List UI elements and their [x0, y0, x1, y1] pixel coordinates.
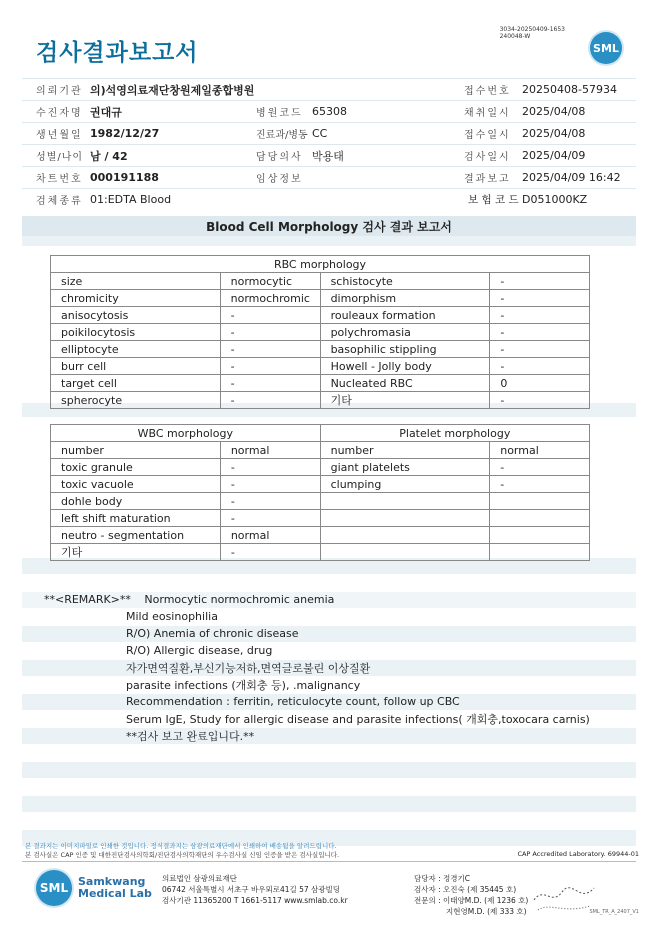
band: [22, 762, 636, 778]
print-notice: 본 결과지는 이미지파일로 인쇄한 것입니다. 정식결과지는 삼광의료재단에서 인쇄하여 배송됨을 알려드립니다.: [25, 842, 337, 850]
table-row: toxic granule - giant platelets -: [51, 459, 590, 476]
wbc-platelet-morphology-table: [50, 424, 590, 561]
report-title: Blood Cell Morphology 검사 결과 보고서: [22, 216, 636, 236]
info-row: 검체종류 01:EDTA Blood 보 험 코 드 D051000KZ: [36, 193, 588, 207]
remark-line: Recommendation : ferritin, reticulocyte count, follow up CBC: [126, 695, 460, 708]
table-row: dohle body -: [51, 493, 590, 510]
footer-address: 의료법인 삼광의료재단 06742 서울특별시 서초구 바우뫼로41길 57 삼광빌딩 검사기관 11365200 T 1661-5117 www.smlab.co.kr: [162, 874, 348, 905]
certification-notice: 본 검사실은 CAP 인증 및 대한진단검사의학회/진단검사의학재단의 우수검사실 신임 인증을 받은 검사실입니다.: [25, 851, 340, 859]
table-row: number normal number normal: [51, 442, 590, 459]
info-row: 성별/나이 남 / 42 담당의사 박용태 검사일시 2025/04/09: [22, 145, 636, 167]
remark-line: parasite infections (개회충 등), .malignancy: [126, 679, 361, 692]
remark-line: Serum IgE, Study for allergic disease and parasite infections( 개회충,toxocara carnis): [126, 713, 590, 726]
info-row: 의뢰기관 의)석영의료재단창원제일종합병원 접수번호 20250408-57934: [22, 78, 636, 101]
table-row: elliptocyte - basophilic stippling -: [51, 341, 590, 358]
table-row: target cell - Nucleated RBC 0: [51, 375, 590, 392]
table-row: poikilocytosis - polychromasia -: [51, 324, 590, 341]
footer-brand: Samkwang Medical Lab: [78, 875, 152, 900]
form-code: SML_TR_A_2407_V1: [589, 909, 639, 915]
table-row: left shift maturation -: [51, 510, 590, 527]
cap-accreditation: CAP Accredited Laboratory. 69944-01: [517, 850, 639, 858]
info-row: 생년월일 1982/12/27 진료과/병동 CC 접수일시 2025/04/08: [22, 123, 636, 145]
rbc-header: RBC morphology: [51, 256, 590, 273]
table-row: anisocytosis - rouleaux formation -: [51, 307, 590, 324]
table-row: burr cell - Howell - Jolly body -: [51, 358, 590, 375]
table-row: size normocytic schistocyte -: [51, 273, 590, 290]
table-row: 기타 -: [51, 544, 590, 561]
table-row: spherocyte - 기타 -: [51, 392, 590, 409]
wbc-header: WBC morphology: [51, 425, 321, 442]
remark-line: R/O) Anemia of chronic disease: [126, 627, 299, 640]
info-row: 차트번호 000191188 임상정보 결과보고 2025/04/09 16:42: [22, 167, 636, 189]
band: [22, 236, 636, 246]
sml-logo: SML: [36, 870, 72, 906]
table-row: chromicity normochromic dimorphism -: [51, 290, 590, 307]
remark-line: R/O) Allergic disease, drug: [126, 644, 273, 657]
document-code: 3034-20250409-1653 240048-W: [499, 26, 565, 40]
remark-line: **검사 보고 완료입니다.**: [126, 730, 255, 743]
info-row: 수진자명 권대규 병원코드 65308 채취일시 2025/04/08: [22, 101, 636, 123]
footer-logo: [36, 870, 152, 906]
table-header: [51, 256, 590, 273]
remark-line: Mild eosinophilia: [126, 610, 218, 623]
band: [22, 626, 636, 642]
page-title: 검사결과보고서: [36, 40, 199, 66]
table-header: [51, 425, 590, 442]
remark-line: 자가면역질환,부신기능저하,면역글로불린 이상질환: [126, 662, 371, 675]
rbc-morphology-table: [50, 255, 590, 409]
platelet-header: Platelet morphology: [320, 425, 589, 442]
patient-info: [22, 78, 636, 210]
band: [22, 796, 636, 812]
footer-signatures: 담당자 : 정경기C 검사자 : 오진숙 (제 35445 호) 전문의 : 이태양M.D. (제 1236 호) 지현영M.D. (제 333 호): [414, 874, 529, 916]
table-row: neutro - segmentation normal: [51, 527, 590, 544]
band: [22, 728, 636, 744]
table-row: toxic vacuole - clumping -: [51, 476, 590, 493]
sml-logo: SML: [590, 32, 622, 64]
divider: [22, 861, 636, 862]
remark-heading: **<REMARK>** Normocytic normochromic anemia: [44, 593, 335, 606]
